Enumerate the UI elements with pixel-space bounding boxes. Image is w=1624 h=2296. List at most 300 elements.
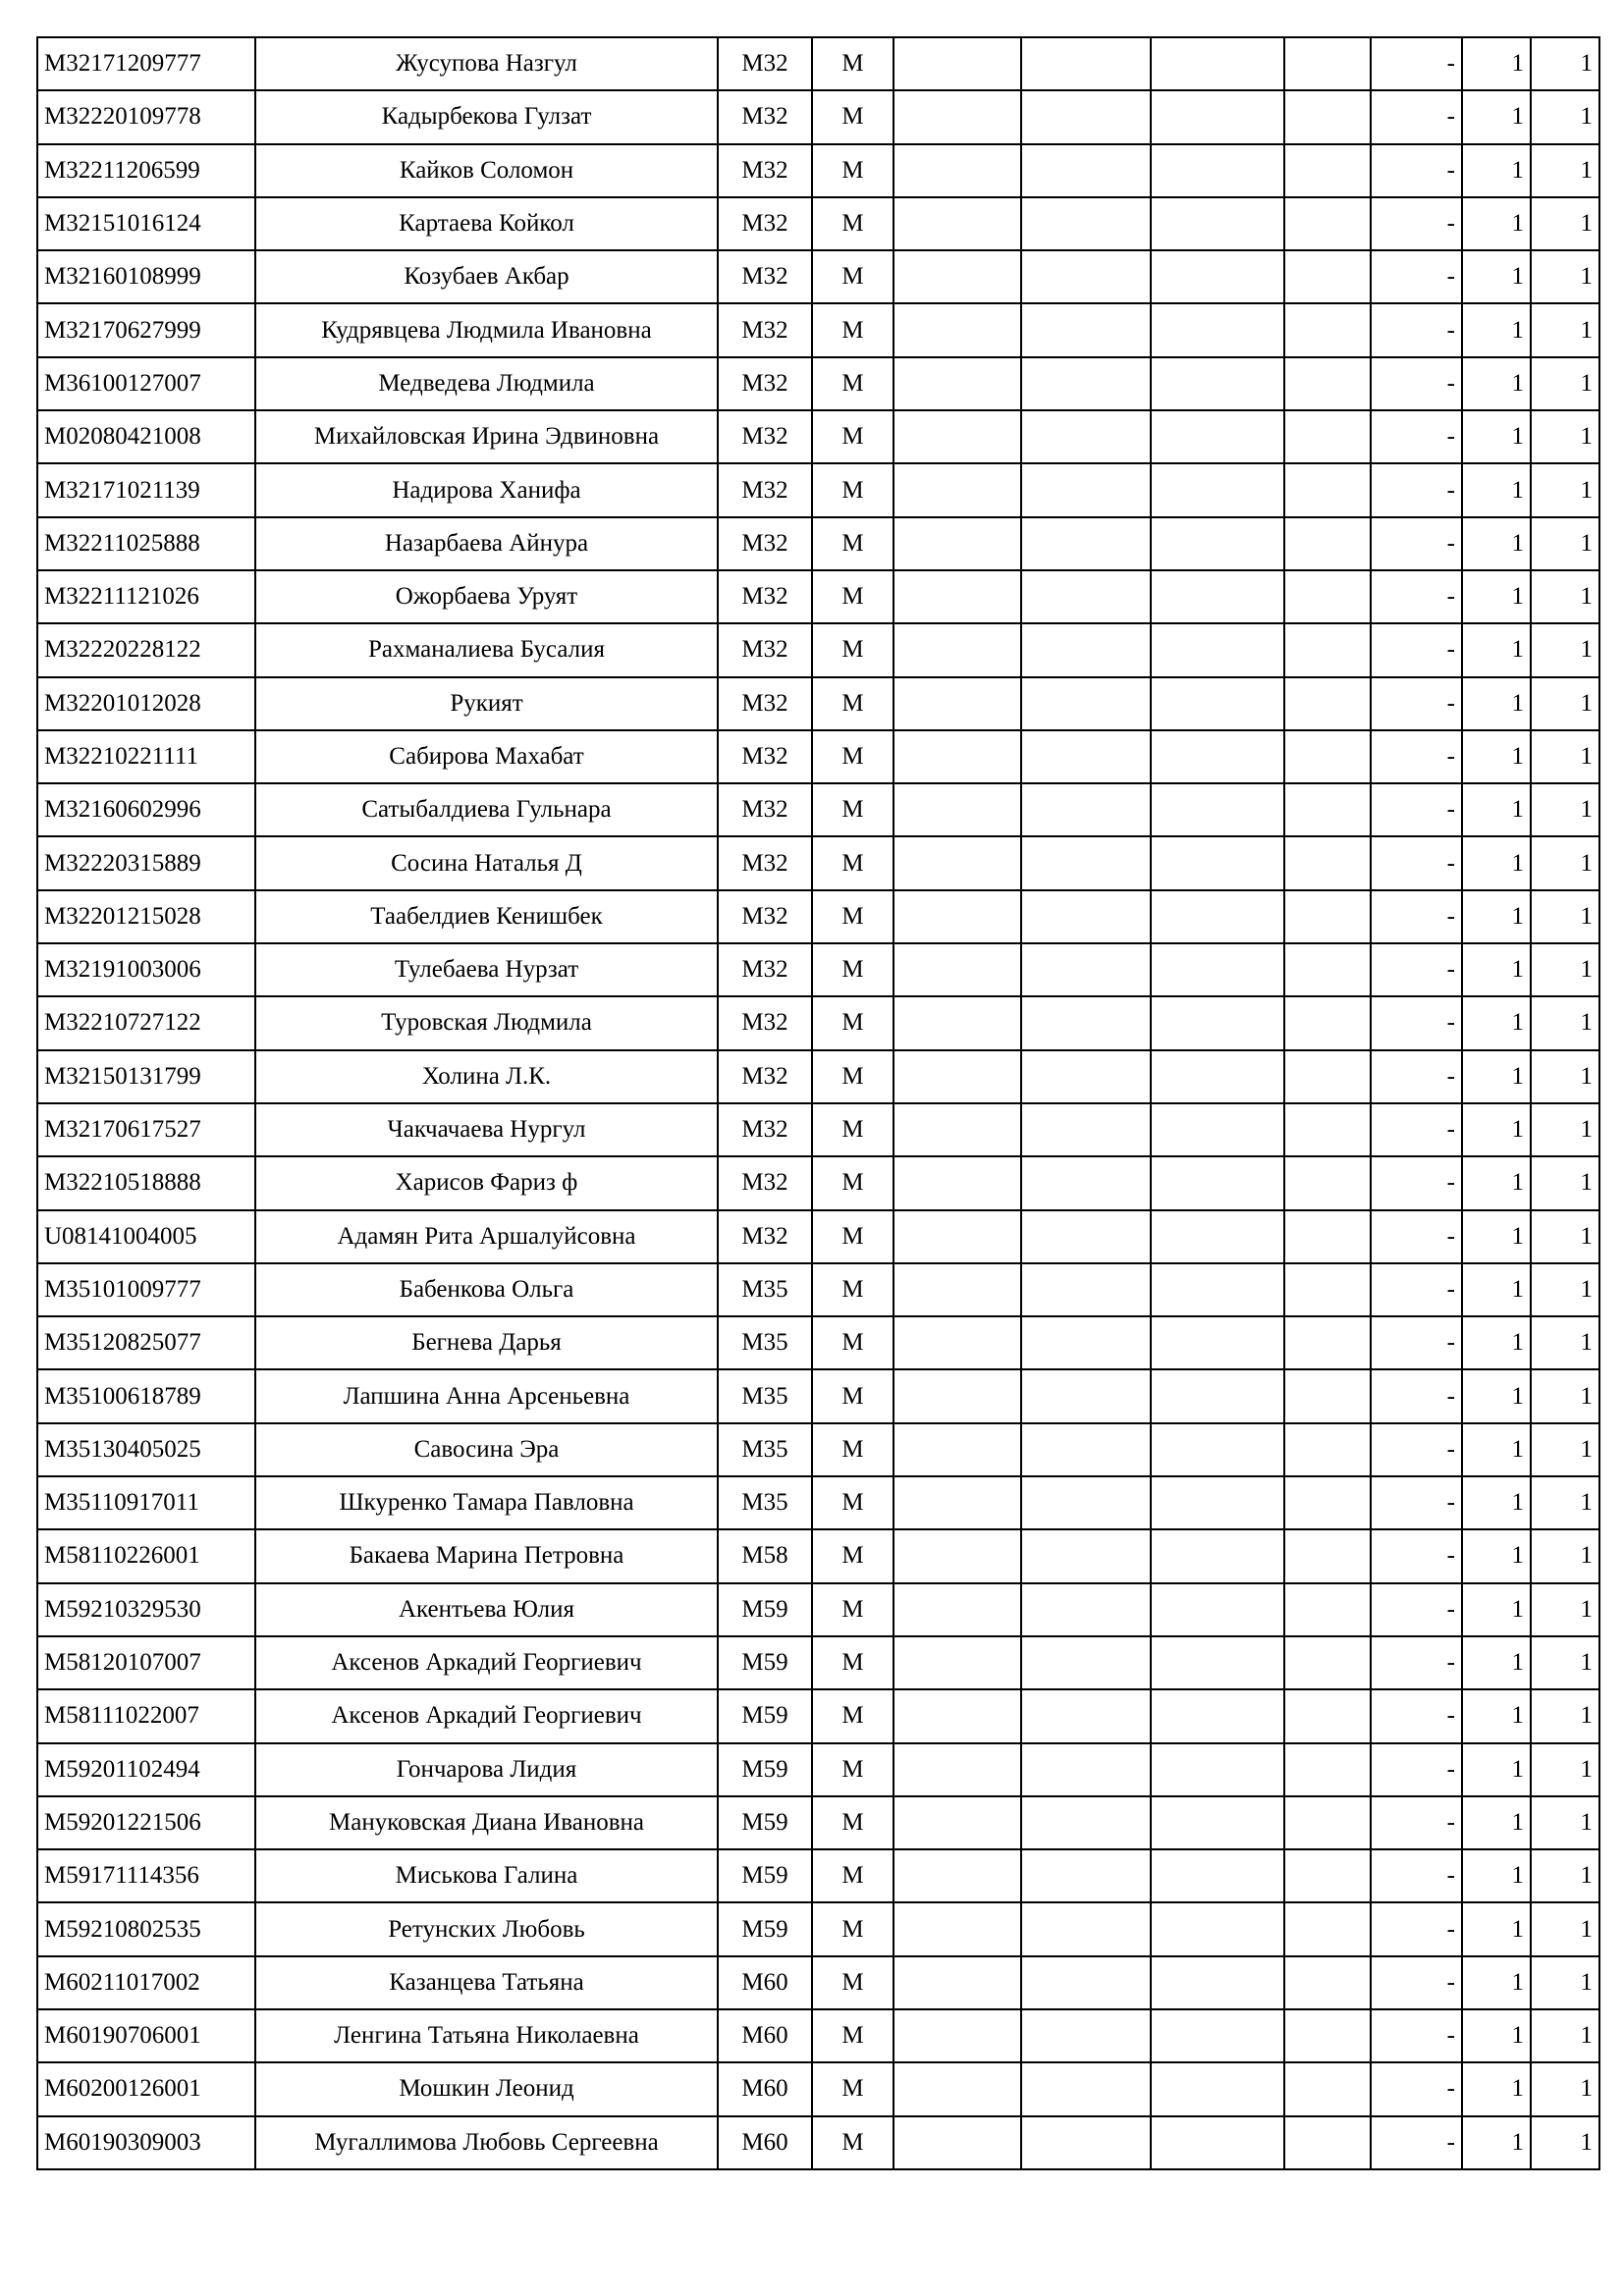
count-cell: 1 <box>1462 1210 1531 1263</box>
empty-cell <box>893 570 1021 623</box>
group-code-cell: M32 <box>718 357 812 410</box>
total-cell: 1 <box>1531 1902 1599 1955</box>
empty-cell <box>893 1050 1021 1103</box>
participant-name-cell: Кадырбекова Гулзат <box>255 90 718 143</box>
empty-cell <box>893 1210 1021 1263</box>
count-cell: 1 <box>1462 677 1531 730</box>
dash-cell: - <box>1371 1902 1462 1955</box>
dash-cell: - <box>1371 1849 1462 1902</box>
table-row <box>37 303 1599 356</box>
participant-id-cell: M35110917011 <box>37 1476 255 1529</box>
empty-cell <box>1284 836 1371 889</box>
empty-cell <box>1021 1636 1151 1689</box>
empty-cell <box>1021 1103 1151 1156</box>
participant-name-cell: Медведева Людмила <box>255 357 718 410</box>
dash-cell: - <box>1371 890 1462 943</box>
empty-cell <box>1284 570 1371 623</box>
total-cell: 1 <box>1531 90 1599 143</box>
empty-cell <box>1151 623 1284 676</box>
group-code-cell: M32 <box>718 943 812 996</box>
gender-cell: M <box>812 1902 893 1955</box>
group-code-cell: M32 <box>718 410 812 463</box>
participant-name-cell: Аксенов Аркадий Георгиевич <box>255 1689 718 1742</box>
empty-cell <box>1021 1369 1151 1422</box>
gender-cell: M <box>812 570 893 623</box>
empty-cell <box>1021 623 1151 676</box>
count-cell: 1 <box>1462 1529 1531 1582</box>
participant-id-cell: M59210329530 <box>37 1583 255 1636</box>
empty-cell <box>893 1369 1021 1422</box>
count-cell: 1 <box>1462 250 1531 303</box>
group-code-cell: M59 <box>718 1743 812 1796</box>
gender-cell: M <box>812 2062 893 2115</box>
participant-id-cell: M32151016124 <box>37 197 255 250</box>
participant-id-cell: M32220109778 <box>37 90 255 143</box>
total-cell: 1 <box>1531 1529 1599 1582</box>
table-row <box>37 37 1599 90</box>
empty-cell <box>1021 517 1151 570</box>
empty-cell <box>1021 836 1151 889</box>
count-cell: 1 <box>1462 1050 1531 1103</box>
empty-cell <box>1151 517 1284 570</box>
empty-cell <box>1151 1689 1284 1742</box>
empty-cell <box>1021 996 1151 1049</box>
empty-cell <box>1021 570 1151 623</box>
empty-cell <box>1284 1103 1371 1156</box>
participant-id-cell: M58110226001 <box>37 1529 255 1582</box>
dash-cell: - <box>1371 144 1462 197</box>
gender-cell: M <box>812 1636 893 1689</box>
dash-cell: - <box>1371 90 1462 143</box>
participant-name-cell: Козубаев Акбар <box>255 250 718 303</box>
participant-name-cell: Туровская Людмила <box>255 996 718 1049</box>
total-cell: 1 <box>1531 250 1599 303</box>
gender-cell: M <box>812 1423 893 1476</box>
dash-cell: - <box>1371 410 1462 463</box>
total-cell: 1 <box>1531 890 1599 943</box>
table-row <box>37 357 1599 410</box>
count-cell: 1 <box>1462 2062 1531 2115</box>
empty-cell <box>1021 1210 1151 1263</box>
group-code-cell: M32 <box>718 1210 812 1263</box>
empty-cell <box>1151 1103 1284 1156</box>
count-cell: 1 <box>1462 1902 1531 1955</box>
group-code-cell: M35 <box>718 1423 812 1476</box>
participant-id-cell: M58120107007 <box>37 1636 255 1689</box>
total-cell: 1 <box>1531 357 1599 410</box>
empty-cell <box>1021 1423 1151 1476</box>
empty-cell <box>1151 570 1284 623</box>
dash-cell: - <box>1371 517 1462 570</box>
gender-cell: M <box>812 2009 893 2062</box>
group-code-cell: M32 <box>718 783 812 836</box>
empty-cell <box>1151 1529 1284 1582</box>
participant-name-cell: Картаева Койкол <box>255 197 718 250</box>
empty-cell <box>893 1103 1021 1156</box>
count-cell: 1 <box>1462 357 1531 410</box>
gender-cell: M <box>812 2116 893 2169</box>
empty-cell <box>1151 410 1284 463</box>
gender-cell: M <box>812 303 893 356</box>
participant-name-cell: Сабирова Махабат <box>255 730 718 783</box>
empty-cell <box>893 677 1021 730</box>
dash-cell: - <box>1371 1050 1462 1103</box>
participant-name-cell: Мошкин Леонид <box>255 2062 718 2115</box>
empty-cell <box>1284 2009 1371 2062</box>
participant-name-cell: Савосина Эра <box>255 1423 718 1476</box>
count-cell: 1 <box>1462 1743 1531 1796</box>
empty-cell <box>1284 943 1371 996</box>
participant-id-cell: M32220228122 <box>37 623 255 676</box>
empty-cell <box>1021 1583 1151 1636</box>
participant-name-cell: Лапшина Анна Арсеньевна <box>255 1369 718 1422</box>
empty-cell <box>1284 2062 1371 2115</box>
total-cell: 1 <box>1531 943 1599 996</box>
dash-cell: - <box>1371 250 1462 303</box>
empty-cell <box>1284 463 1371 516</box>
empty-cell <box>1151 996 1284 1049</box>
group-code-cell: M32 <box>718 677 812 730</box>
total-cell: 1 <box>1531 1689 1599 1742</box>
count-cell: 1 <box>1462 1849 1531 1902</box>
count-cell: 1 <box>1462 2009 1531 2062</box>
participant-id-cell: M36100127007 <box>37 357 255 410</box>
empty-cell <box>1151 250 1284 303</box>
empty-cell <box>1151 303 1284 356</box>
participant-id-cell: M32170617527 <box>37 1103 255 1156</box>
dash-cell: - <box>1371 1743 1462 1796</box>
participant-id-cell: M60190706001 <box>37 2009 255 2062</box>
count-cell: 1 <box>1462 1689 1531 1742</box>
total-cell: 1 <box>1531 623 1599 676</box>
empty-cell <box>1284 890 1371 943</box>
empty-cell <box>1284 144 1371 197</box>
table-row <box>37 1103 1599 1156</box>
group-code-cell: M32 <box>718 890 812 943</box>
dash-cell: - <box>1371 943 1462 996</box>
gender-cell: M <box>812 1210 893 1263</box>
gender-cell: M <box>812 517 893 570</box>
participant-name-cell: Сосина Наталья Д <box>255 836 718 889</box>
participant-name-cell: Харисов Фариз ф <box>255 1156 718 1209</box>
gender-cell: M <box>812 90 893 143</box>
participant-id-cell: M60190309003 <box>37 2116 255 2169</box>
dash-cell: - <box>1371 836 1462 889</box>
empty-cell <box>1151 1210 1284 1263</box>
group-code-cell: M35 <box>718 1369 812 1422</box>
count-cell: 1 <box>1462 1796 1531 1849</box>
empty-cell <box>1021 1743 1151 1796</box>
participant-name-cell: Ленгина Татьяна Николаевна <box>255 2009 718 2062</box>
group-code-cell: M32 <box>718 623 812 676</box>
count-cell: 1 <box>1462 1956 1531 2009</box>
dash-cell: - <box>1371 677 1462 730</box>
empty-cell <box>1151 677 1284 730</box>
table-row <box>37 1796 1599 1849</box>
gender-cell: M <box>812 677 893 730</box>
participant-id-cell: M32191003006 <box>37 943 255 996</box>
count-cell: 1 <box>1462 1369 1531 1422</box>
empty-cell <box>1021 1316 1151 1369</box>
empty-cell <box>1021 2062 1151 2115</box>
gender-cell: M <box>812 1583 893 1636</box>
group-code-cell: M59 <box>718 1902 812 1955</box>
count-cell: 1 <box>1462 996 1531 1049</box>
empty-cell <box>1021 2009 1151 2062</box>
dash-cell: - <box>1371 37 1462 90</box>
empty-cell <box>1151 1050 1284 1103</box>
table-row <box>37 1583 1599 1636</box>
empty-cell <box>1021 357 1151 410</box>
empty-cell <box>1151 1263 1284 1316</box>
total-cell: 1 <box>1531 1743 1599 1796</box>
total-cell: 1 <box>1531 1369 1599 1422</box>
empty-cell <box>893 1156 1021 1209</box>
count-cell: 1 <box>1462 517 1531 570</box>
count-cell: 1 <box>1462 836 1531 889</box>
participant-name-cell: Тулебаева Нурзат <box>255 943 718 996</box>
table-row <box>37 197 1599 250</box>
empty-cell <box>1284 1956 1371 2009</box>
empty-cell <box>893 357 1021 410</box>
empty-cell <box>1284 1689 1371 1742</box>
total-cell: 1 <box>1531 197 1599 250</box>
total-cell: 1 <box>1531 836 1599 889</box>
total-cell: 1 <box>1531 2009 1599 2062</box>
group-code-cell: M32 <box>718 996 812 1049</box>
empty-cell <box>1284 730 1371 783</box>
participant-id-cell: M35120825077 <box>37 1316 255 1369</box>
total-cell: 1 <box>1531 730 1599 783</box>
group-code-cell: M35 <box>718 1476 812 1529</box>
group-code-cell: M60 <box>718 2062 812 2115</box>
total-cell: 1 <box>1531 996 1599 1049</box>
count-cell: 1 <box>1462 463 1531 516</box>
empty-cell <box>1021 197 1151 250</box>
table-row <box>37 730 1599 783</box>
empty-cell <box>893 197 1021 250</box>
table-row <box>37 1529 1599 1582</box>
empty-cell <box>893 1263 1021 1316</box>
participant-id-cell: M32210518888 <box>37 1156 255 1209</box>
total-cell: 1 <box>1531 1210 1599 1263</box>
participant-name-cell: Назарбаева Айнура <box>255 517 718 570</box>
empty-cell <box>893 890 1021 943</box>
count-cell: 1 <box>1462 730 1531 783</box>
gender-cell: M <box>812 730 893 783</box>
empty-cell <box>1284 2116 1371 2169</box>
empty-cell <box>893 836 1021 889</box>
empty-cell <box>1021 1476 1151 1529</box>
table-row <box>37 1689 1599 1742</box>
empty-cell <box>1021 943 1151 996</box>
group-code-cell: M60 <box>718 2116 812 2169</box>
gender-cell: M <box>812 144 893 197</box>
group-code-cell: M32 <box>718 1156 812 1209</box>
table-row <box>37 410 1599 463</box>
gender-cell: M <box>812 250 893 303</box>
empty-cell <box>1021 37 1151 90</box>
participant-id-cell: M32201012028 <box>37 677 255 730</box>
empty-cell <box>1284 677 1371 730</box>
gender-cell: M <box>812 463 893 516</box>
dash-cell: - <box>1371 1636 1462 1689</box>
participant-name-cell: Гончарова Лидия <box>255 1743 718 1796</box>
gender-cell: M <box>812 1050 893 1103</box>
gender-cell: M <box>812 996 893 1049</box>
empty-cell <box>893 730 1021 783</box>
empty-cell <box>1151 1956 1284 2009</box>
count-cell: 1 <box>1462 1583 1531 1636</box>
empty-cell <box>1284 1210 1371 1263</box>
empty-cell <box>1151 890 1284 943</box>
gender-cell: M <box>812 37 893 90</box>
empty-cell <box>1151 1796 1284 1849</box>
dash-cell: - <box>1371 303 1462 356</box>
group-code-cell: M32 <box>718 517 812 570</box>
count-cell: 1 <box>1462 1156 1531 1209</box>
participant-name-cell: Холина Л.К. <box>255 1050 718 1103</box>
dash-cell: - <box>1371 1583 1462 1636</box>
total-cell: 1 <box>1531 677 1599 730</box>
empty-cell <box>1021 90 1151 143</box>
empty-cell <box>1151 783 1284 836</box>
total-cell: 1 <box>1531 37 1599 90</box>
empty-cell <box>1151 1423 1284 1476</box>
participant-id-cell: M32201215028 <box>37 890 255 943</box>
empty-cell <box>1151 90 1284 143</box>
table-row <box>37 250 1599 303</box>
participant-id-cell: M32171021139 <box>37 463 255 516</box>
count-cell: 1 <box>1462 37 1531 90</box>
table-row <box>37 1156 1599 1209</box>
group-code-cell: M32 <box>718 90 812 143</box>
total-cell: 1 <box>1531 463 1599 516</box>
count-cell: 1 <box>1462 90 1531 143</box>
participant-name-cell: Бабенкова Ольга <box>255 1263 718 1316</box>
gender-cell: M <box>812 410 893 463</box>
gender-cell: M <box>812 1743 893 1796</box>
empty-cell <box>893 1636 1021 1689</box>
empty-cell <box>893 2009 1021 2062</box>
total-cell: 1 <box>1531 1796 1599 1849</box>
empty-cell <box>1284 783 1371 836</box>
empty-cell <box>893 1689 1021 1742</box>
count-cell: 1 <box>1462 197 1531 250</box>
empty-cell <box>1021 1156 1151 1209</box>
empty-cell <box>1151 1743 1284 1796</box>
group-code-cell: M32 <box>718 730 812 783</box>
table-row <box>37 144 1599 197</box>
empty-cell <box>893 1476 1021 1529</box>
dash-cell: - <box>1371 2062 1462 2115</box>
group-code-cell: M32 <box>718 1050 812 1103</box>
group-code-cell: M32 <box>718 250 812 303</box>
count-cell: 1 <box>1462 1103 1531 1156</box>
empty-cell <box>1021 303 1151 356</box>
group-code-cell: M59 <box>718 1636 812 1689</box>
participant-id-cell: M58111022007 <box>37 1689 255 1742</box>
count-cell: 1 <box>1462 623 1531 676</box>
total-cell: 1 <box>1531 303 1599 356</box>
empty-cell <box>893 783 1021 836</box>
gender-cell: M <box>812 1476 893 1529</box>
participant-id-cell: M32170627999 <box>37 303 255 356</box>
table-row <box>37 1263 1599 1316</box>
table-row <box>37 1956 1599 2009</box>
empty-cell <box>1151 197 1284 250</box>
dash-cell: - <box>1371 1476 1462 1529</box>
empty-cell <box>1151 463 1284 516</box>
total-cell: 1 <box>1531 1423 1599 1476</box>
dash-cell: - <box>1371 1529 1462 1582</box>
empty-cell <box>893 144 1021 197</box>
empty-cell <box>1021 1689 1151 1742</box>
participant-name-cell: Рахманалиева Бусалия <box>255 623 718 676</box>
participant-id-cell: M35100618789 <box>37 1369 255 1422</box>
participant-name-cell: Ожорбаева Уруят <box>255 570 718 623</box>
empty-cell <box>1151 2062 1284 2115</box>
participant-id-cell: M32160602996 <box>37 783 255 836</box>
group-code-cell: M60 <box>718 2009 812 2062</box>
total-cell: 1 <box>1531 1476 1599 1529</box>
group-code-cell: M32 <box>718 570 812 623</box>
participant-name-cell: Шкуренко Тамара Павловна <box>255 1476 718 1529</box>
empty-cell <box>893 996 1021 1049</box>
empty-cell <box>1151 1849 1284 1902</box>
total-cell: 1 <box>1531 1636 1599 1689</box>
empty-cell <box>893 1583 1021 1636</box>
participant-id-cell: M59171114356 <box>37 1849 255 1902</box>
empty-cell <box>893 90 1021 143</box>
participant-name-cell: Бегнева Дарья <box>255 1316 718 1369</box>
empty-cell <box>893 410 1021 463</box>
dash-cell: - <box>1371 1103 1462 1156</box>
dash-cell: - <box>1371 357 1462 410</box>
participant-id-cell: M35101009777 <box>37 1263 255 1316</box>
participant-id-cell: M60200126001 <box>37 2062 255 2115</box>
participant-id-cell: M32171209777 <box>37 37 255 90</box>
dash-cell: - <box>1371 1423 1462 1476</box>
group-code-cell: M32 <box>718 197 812 250</box>
dash-cell: - <box>1371 197 1462 250</box>
total-cell: 1 <box>1531 2062 1599 2115</box>
count-cell: 1 <box>1462 1423 1531 1476</box>
empty-cell <box>1284 517 1371 570</box>
dash-cell: - <box>1371 783 1462 836</box>
empty-cell <box>1151 357 1284 410</box>
empty-cell <box>1284 1369 1371 1422</box>
group-code-cell: M32 <box>718 37 812 90</box>
empty-cell <box>1151 1636 1284 1689</box>
empty-cell <box>893 1529 1021 1582</box>
count-cell: 1 <box>1462 943 1531 996</box>
empty-cell <box>1151 2116 1284 2169</box>
participant-name-cell: Чакчачаева Нургул <box>255 1103 718 1156</box>
empty-cell <box>1151 37 1284 90</box>
empty-cell <box>1284 1423 1371 1476</box>
table-row <box>37 677 1599 730</box>
empty-cell <box>1284 1156 1371 1209</box>
empty-cell <box>1284 197 1371 250</box>
empty-cell <box>1021 463 1151 516</box>
empty-cell <box>1284 1316 1371 1369</box>
empty-cell <box>893 1423 1021 1476</box>
group-code-cell: M59 <box>718 1689 812 1742</box>
empty-cell <box>1151 1902 1284 1955</box>
empty-cell <box>893 1316 1021 1369</box>
empty-cell <box>1284 1636 1371 1689</box>
